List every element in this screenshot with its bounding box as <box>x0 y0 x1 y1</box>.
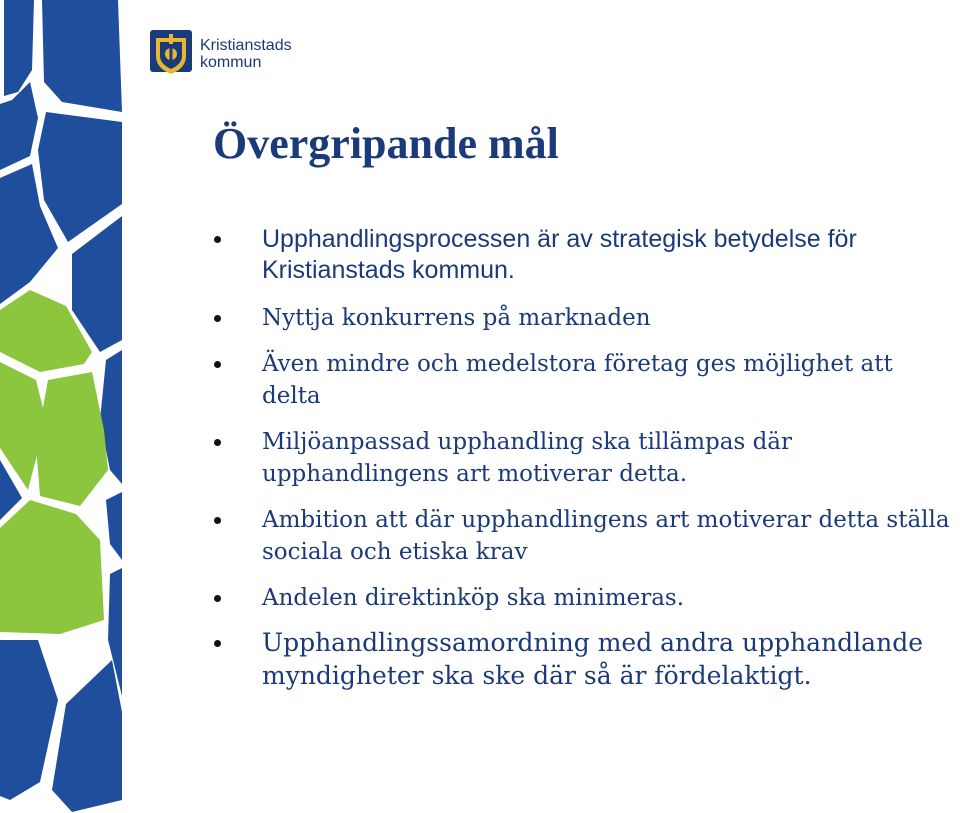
bullet-item: Nyttja konkurrens på marknaden <box>210 302 958 334</box>
bullet-item: Även mindre och medelstora företag ges möjlighet att delta <box>210 348 958 412</box>
bullet-item: Ambition att där upphandlingens art motiverar detta ställa sociala och etiska krav <box>210 504 958 568</box>
decorative-mosaic <box>0 0 124 813</box>
bullet-item: Andelen direktinköp ska minimeras. <box>210 582 958 614</box>
logo-line-2: kommun <box>200 54 262 71</box>
bullet-item: Upphandlingsprocessen är av strategisk betydelse för Kristianstads kommun. <box>210 224 958 286</box>
kristianstads-logo <box>150 30 292 78</box>
bullet-item: Miljöanpassad upphandling ska tillämpas där upphandlingens art motiverar detta. <box>210 426 958 490</box>
slide-title: Övergripande mål <box>213 119 559 168</box>
logo-line-1: Kristianstads <box>200 37 292 54</box>
coat-of-arms-icon <box>150 30 192 78</box>
bullet-list <box>210 224 958 692</box>
bullet-item: Upphandlingssamordning med andra upphandlande myndigheter ska ske där så är fördelaktigt. <box>210 626 958 692</box>
